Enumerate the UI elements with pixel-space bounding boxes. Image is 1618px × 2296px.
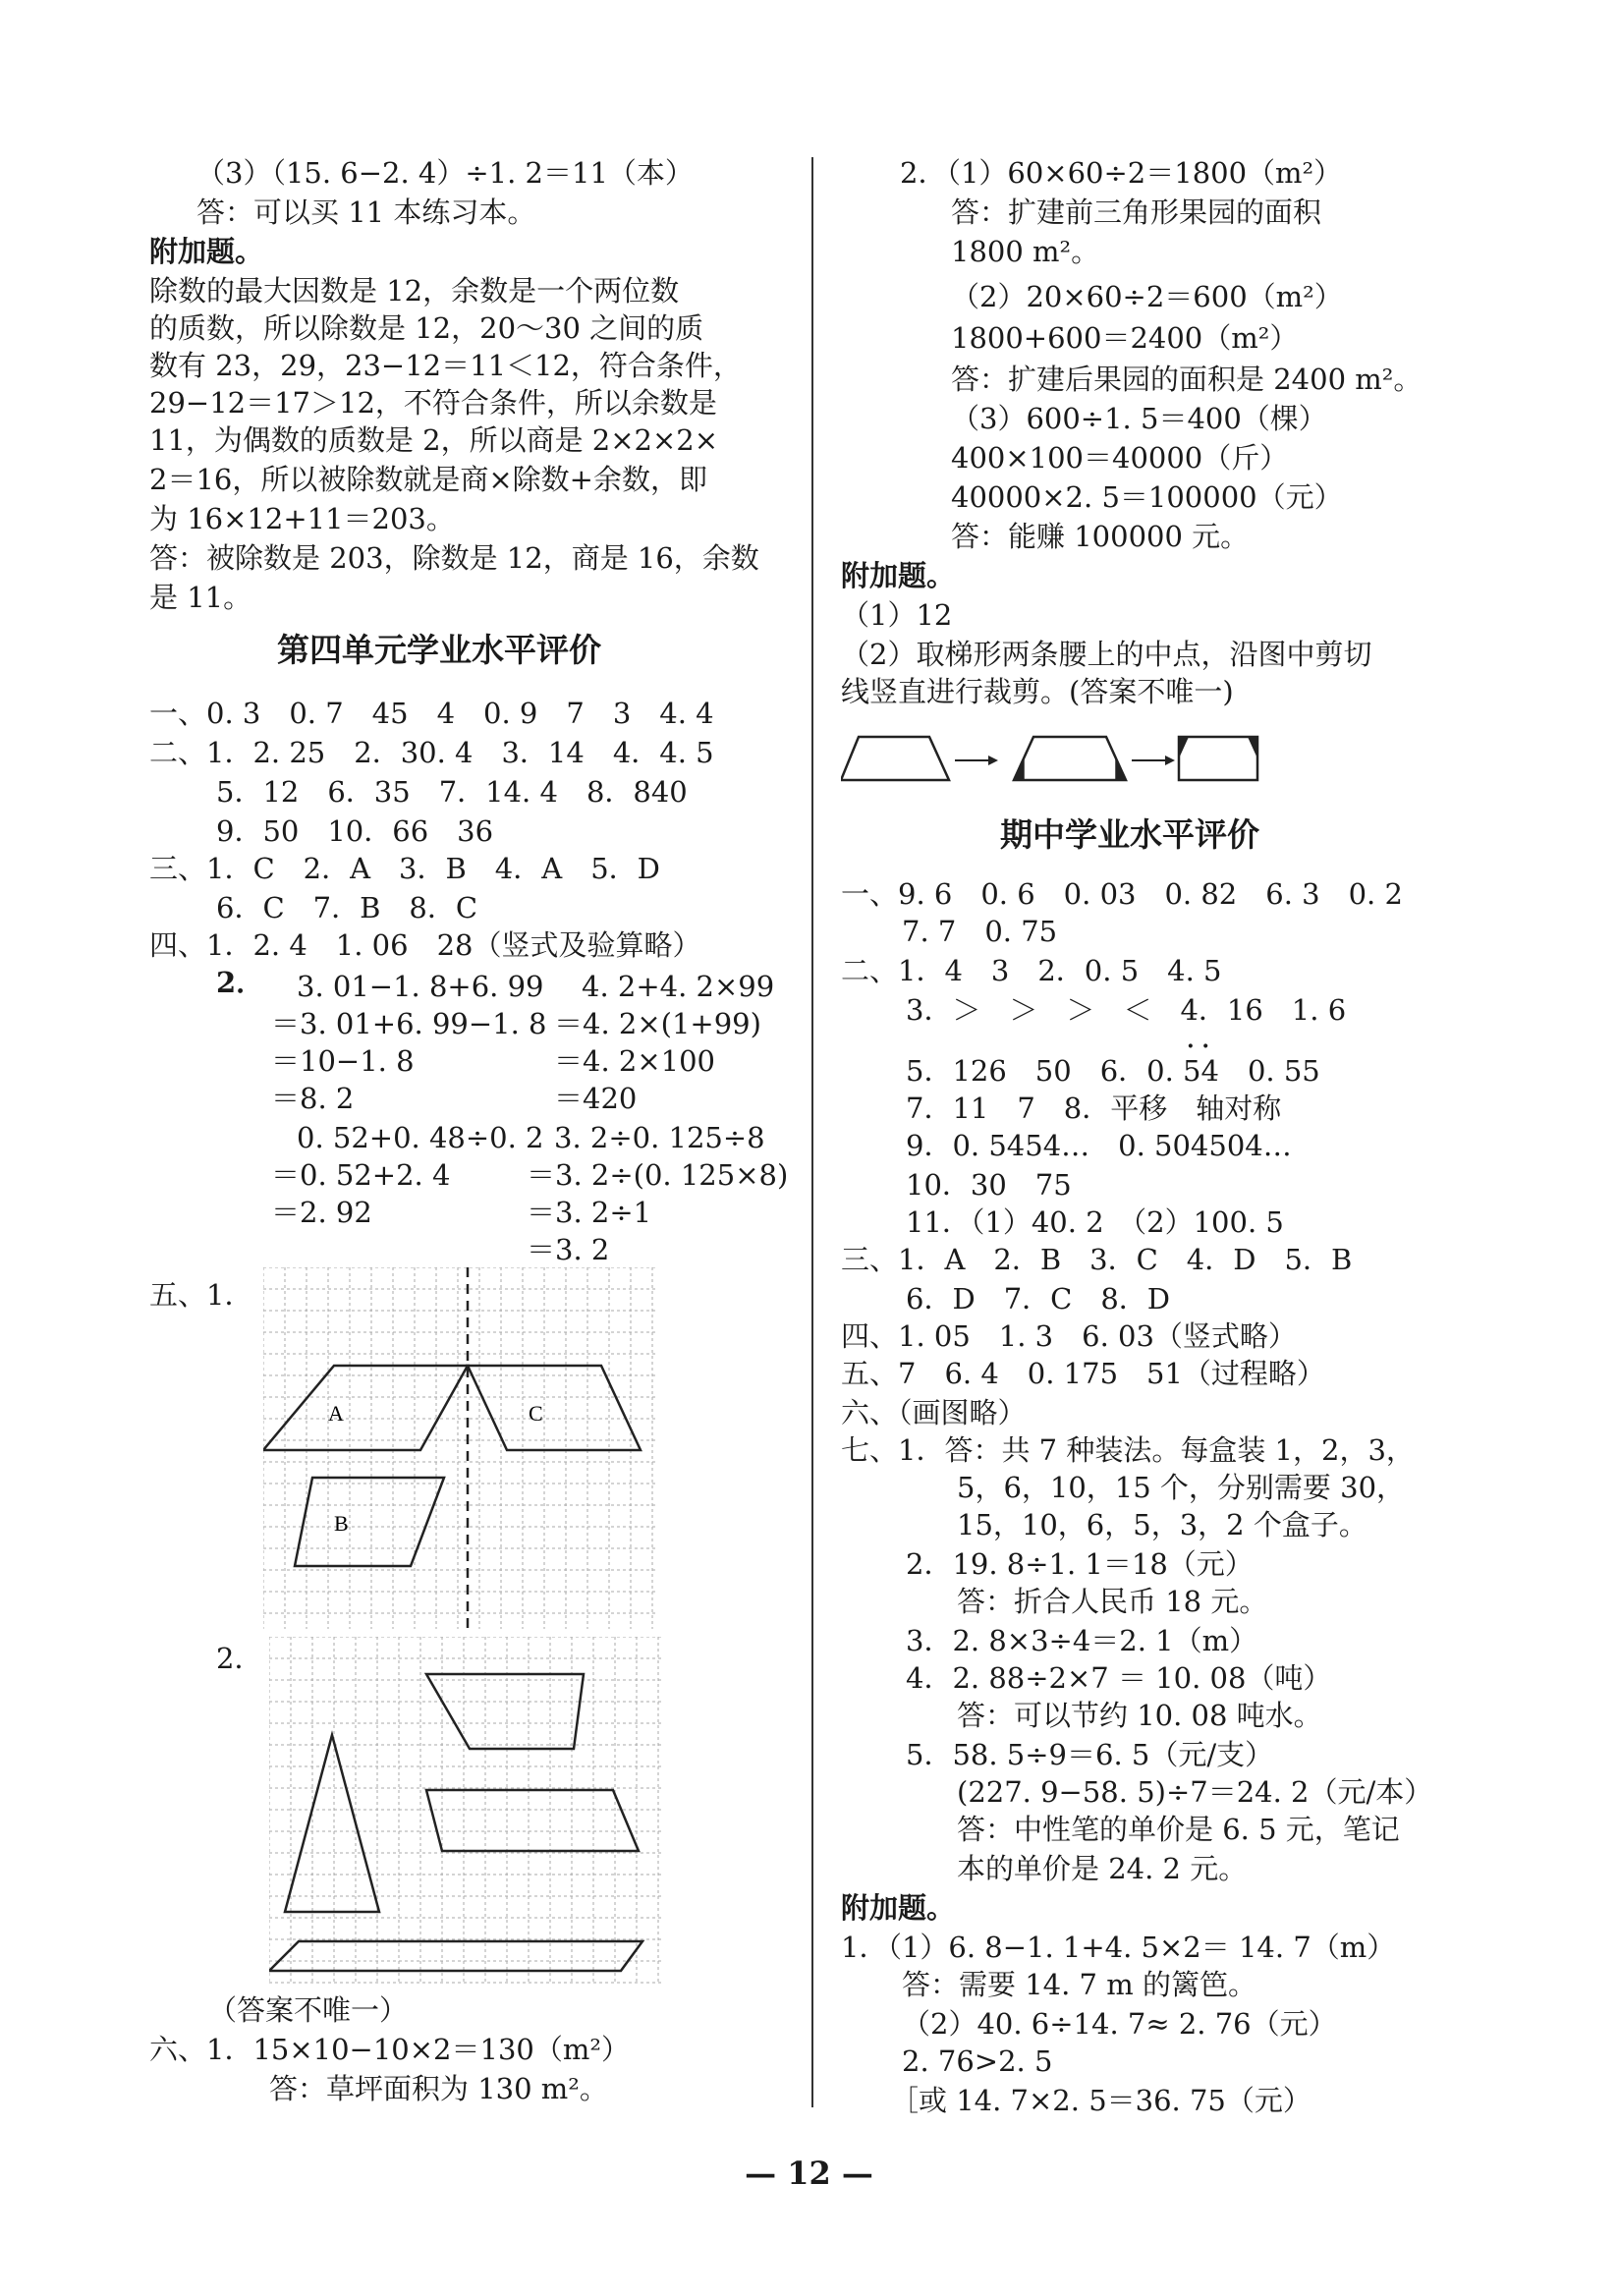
- left-text-line: 附加题。: [149, 235, 264, 268]
- left-text-line: 2＝16，所以被除数就是商×除数+余数，即: [149, 463, 707, 496]
- right-text-line: 2．19. 8÷1. 1＝18（元）: [906, 1547, 1254, 1581]
- right-text-line: 答：需要 14. 7 m 的篱笆。: [902, 1968, 1256, 2001]
- right-text-line: 5．126 50 6．0. 54 0. 55: [906, 1054, 1320, 1088]
- right-text-line: (227. 9−58. 5)÷7＝24. 2（元/本）: [957, 1775, 1433, 1809]
- left-text-line: 二、1．2. 25 2．30. 4 3．14 4．4. 5: [149, 736, 714, 769]
- left-text-line: ＝3. 01+6. 99−1. 8: [271, 1007, 547, 1040]
- right-text-line: （2）20×60÷2＝600（m²）: [951, 280, 1343, 313]
- right-text-line: 七、1．答：共 7 种装法。每盒装 1，2，3，: [841, 1433, 1415, 1467]
- left-text-line: 除数的最大因数是 12，余数是一个两位数: [149, 274, 680, 308]
- left-text-line: 9．50 10．66 36: [216, 814, 494, 848]
- right-text-line: 5．58. 5÷9＝6. 5（元/支）: [906, 1738, 1274, 1771]
- left-text-line: ＝0. 52+2. 4: [271, 1158, 451, 1192]
- left-text-line: 是 11。: [149, 581, 252, 614]
- left-text-line: 11，为偶数的质数是 2，所以商是 2×2×2×: [149, 423, 719, 457]
- left-text-line: 答：草坪面积为 130 m²。: [269, 2072, 608, 2105]
- left-text-line: ＝4. 2×(1+99): [554, 1007, 761, 1040]
- left-text-line: 3. 01−1. 8+6. 99: [297, 970, 544, 1003]
- right-text-line: 线竖直进行裁剪。(答案不唯一): [841, 675, 1234, 708]
- left-text-line: 五、1．: [149, 1278, 253, 1312]
- left-text-line: 六、1．15×10−10×2＝130（m²）: [149, 2033, 630, 2066]
- left-text-line: 4. 2+4. 2×99: [582, 970, 775, 1003]
- label-a: A: [328, 1401, 344, 1426]
- right-text-line: 1800+600＝2400（m²）: [951, 321, 1299, 355]
- right-text-line: 2. 76>2. 5: [902, 2044, 1053, 2078]
- right-text-line: 6．D 7．C 8．D: [906, 1282, 1171, 1316]
- right-text-line: （3）600÷1. 5＝400（棵）: [951, 402, 1327, 435]
- shape-parallelogram-top: [426, 1674, 584, 1749]
- right-text-line: 7. 7 0. 75: [902, 915, 1058, 948]
- right-text-line: 一、9. 6 0. 6 0. 03 0. 82 6. 3 0. 2: [841, 877, 1403, 911]
- right-text-line: 期中学业水平评价: [1000, 815, 1259, 854]
- right-text-line: 400×100＝40000（斤）: [951, 441, 1289, 475]
- label-b: B: [334, 1511, 349, 1536]
- left-text-line: 3. 2÷0. 125÷8: [554, 1121, 765, 1154]
- right-text-line: 五、7 6. 4 0. 175 51（过程略）: [841, 1357, 1325, 1390]
- right-text-line: 答：折合人民币 18 元。: [957, 1585, 1268, 1618]
- right-text-line: 附加题。: [841, 1891, 956, 1925]
- left-text-line: 第四单元学业水平评价: [277, 631, 601, 669]
- left-text-line: ＝3. 2: [527, 1233, 610, 1266]
- left-text-line: 答：被除数是 203，除数是 12，商是 16，余数: [149, 541, 759, 575]
- right-text-line: 附加题。: [841, 559, 956, 592]
- left-text-line: （3）（15. 6−2. 4）÷1. 2＝11（本）: [196, 156, 694, 190]
- left-text-line: ＝10−1. 8: [271, 1044, 415, 1078]
- right-text-line: 15，10，6，5，3，2 个盒子。: [957, 1508, 1367, 1541]
- right-text-line: 四、1. 05 1. 3 6. 03（竖式略）: [841, 1319, 1297, 1353]
- left-text-line: 2．: [216, 1642, 263, 1675]
- left-text-line: 0. 52+0. 48÷0. 2: [297, 1121, 544, 1154]
- parallelogram-a: [263, 1366, 468, 1450]
- left-text-line: 四、1．2. 4 1. 06 28（竖式及验算略）: [149, 928, 701, 962]
- right-text-line: 40000×2. 5＝100000（元）: [951, 480, 1343, 514]
- left-text-line: ＝3. 2÷1: [527, 1196, 652, 1229]
- right-text-line: 答：能赚 100000 元。: [951, 520, 1250, 553]
- grid-figure-reflection: [263, 1267, 664, 1641]
- page-number: — 12 —: [745, 2155, 873, 2192]
- right-text-line: 9．0. 5454… 0. 504504…: [906, 1129, 1292, 1162]
- right-text-line: 11．（1）40. 2 （2）100. 5: [906, 1205, 1284, 1239]
- left-text-line: 2．: [216, 966, 265, 999]
- right-text-line: （2）取梯形两条腰上的中点，沿图中剪切: [841, 638, 1372, 671]
- right-text-line: 10．30 75: [906, 1168, 1072, 1202]
- shape-parallelogram-bottom: [269, 1941, 642, 1971]
- column-divider: [811, 157, 813, 2107]
- right-text-line: 1．（1）6. 8−1. 1+4. 5×2＝ 14. 7（m）: [841, 1931, 1396, 1964]
- right-text-line: 本的单价是 24. 2 元。: [957, 1852, 1248, 1885]
- left-text-line: 答：可以买 11 本练习本。: [196, 196, 536, 229]
- repeating-decimal-dots: · ·: [1187, 1034, 1209, 1059]
- left-text-line: （答案不唯一）: [208, 1993, 409, 2027]
- right-text-line: ［或 14. 7×2. 5＝36. 75（元）: [890, 2084, 1311, 2117]
- left-text-line: 6．C 7．B 8．C: [216, 891, 478, 924]
- right-text-line: 答：可以节约 10. 08 吨水。: [957, 1699, 1322, 1732]
- parallelogram-b: [295, 1478, 444, 1566]
- shape-triangle: [285, 1735, 379, 1912]
- right-text-line: 六、（画图略）: [841, 1396, 1027, 1429]
- left-text-line: 5．12 6．35 7．14. 4 8．840: [216, 775, 688, 809]
- right-text-line: （1）12: [841, 598, 953, 632]
- right-text-line: 7．11 7 8．平移 轴对称: [906, 1092, 1282, 1125]
- left-text-line: ＝3. 2÷(0. 125×8): [527, 1158, 789, 1192]
- right-text-line: 4．2. 88÷2×7 ＝ 10. 08（吨）: [906, 1661, 1332, 1695]
- left-text-line: 为 16×12+11＝203。: [149, 502, 455, 535]
- right-text-line: 答：扩建后果园的面积是 2400 m²。: [951, 363, 1423, 396]
- shape-parallelogram-middle: [426, 1790, 639, 1851]
- left-text-line: ＝4. 2×100: [554, 1044, 715, 1078]
- left-text-line: ＝2. 92: [271, 1196, 372, 1229]
- left-text-line: 的质数，所以除数是 12，20～30 之间的质: [149, 311, 704, 345]
- right-text-line: 二、1．4 3 2．0. 5 4. 5: [841, 954, 1222, 987]
- left-text-line: ＝8. 2: [271, 1082, 355, 1115]
- right-text-line: （2）40. 6÷14. 7≈ 2. 76（元）: [902, 2007, 1337, 2041]
- grid-figure-shapes: [269, 1637, 668, 1990]
- label-c: C: [529, 1401, 543, 1426]
- right-text-line: 3．＞ ＞ ＞ ＜ 4．16 1. 6: [906, 993, 1347, 1027]
- right-text-line: 5，6，10，15 个，分别需要 30，: [957, 1471, 1406, 1504]
- right-text-line: 答：中性笔的单价是 6. 5 元，笔记: [957, 1813, 1400, 1846]
- right-text-line: 1800 m²。: [951, 235, 1100, 268]
- trapezoid-cut-figure: [841, 731, 1273, 786]
- left-text-line: 三、1．C 2．A 3．B 4．A 5．D: [149, 852, 660, 885]
- left-text-line: 29−12＝17＞12，不符合条件，所以余数是: [149, 386, 717, 420]
- left-text-line: ＝420: [554, 1082, 638, 1115]
- right-text-line: 3．2. 8×3÷4＝2. 1（m）: [906, 1624, 1258, 1657]
- left-text-line: 数有 23，29，23−12＝11＜12，符合条件，: [149, 349, 742, 382]
- left-text-line: 一、0. 3 0. 7 45 4 0. 9 7 3 4. 4: [149, 697, 714, 730]
- right-text-line: 三、1．A 2．B 3．C 4．D 5．B: [841, 1243, 1353, 1276]
- right-text-line: 2．（1）60×60÷2＝1800（m²）: [900, 156, 1343, 190]
- parallelogram-c: [468, 1366, 641, 1450]
- right-text-line: 答：扩建前三角形果园的面积: [951, 196, 1322, 229]
